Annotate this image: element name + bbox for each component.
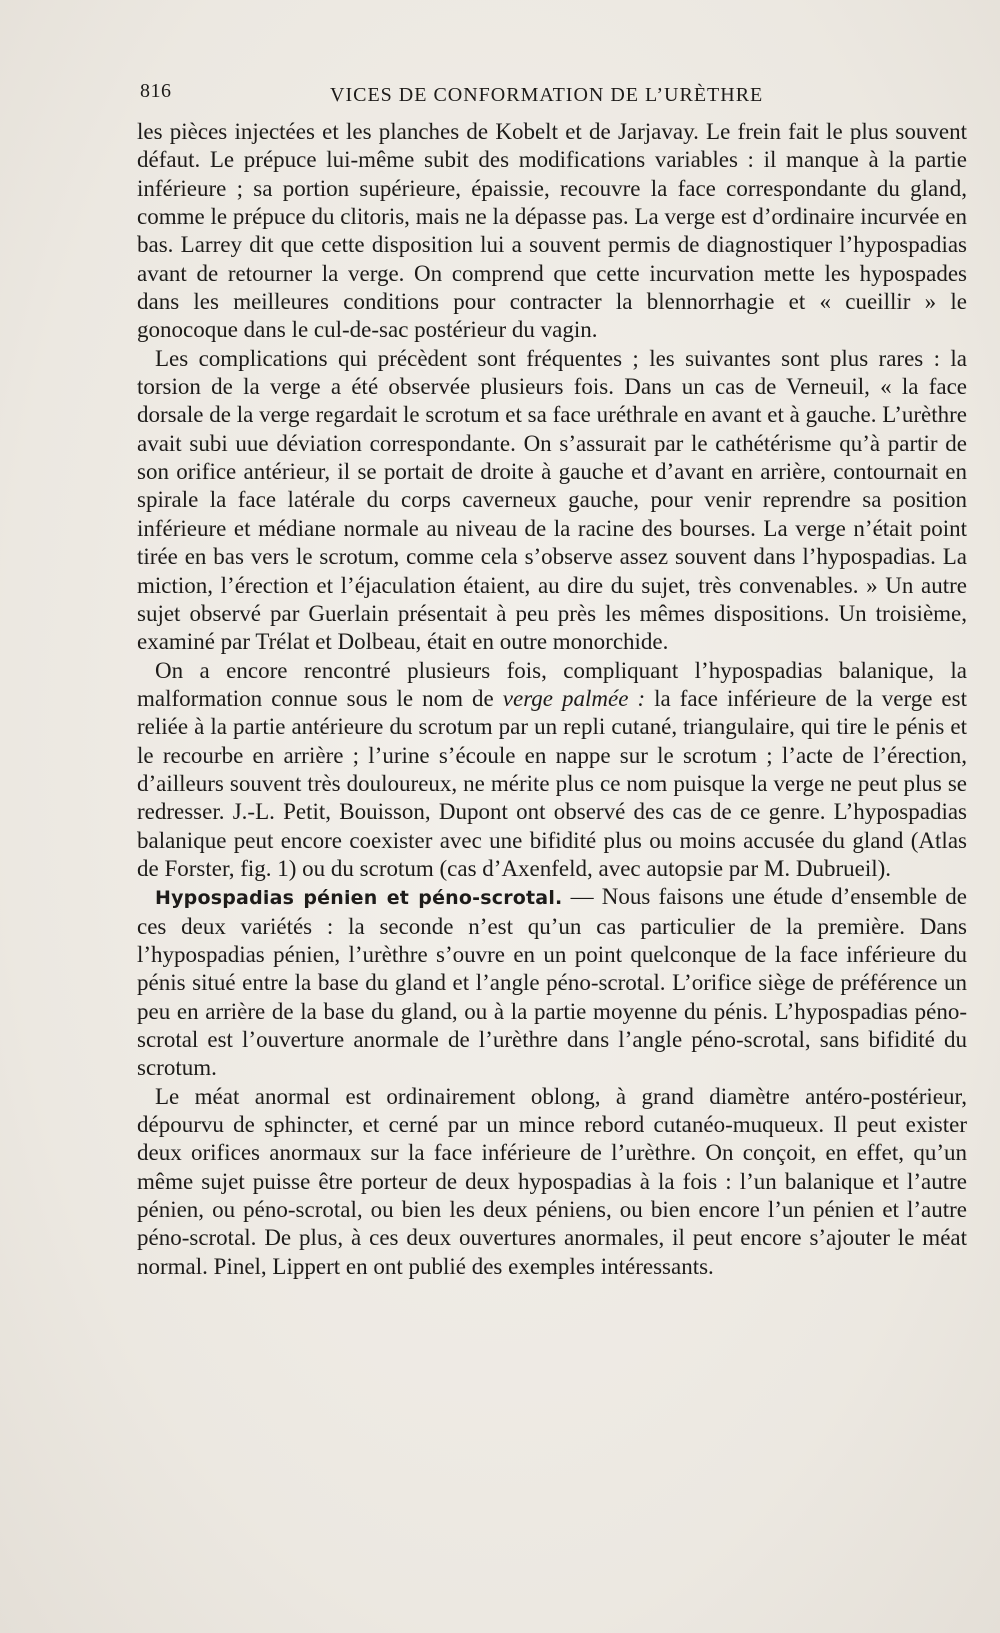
page-header	[140, 80, 960, 110]
body-text	[137, 118, 967, 1281]
paragraph-4-text: — Nous faisons une étude d’ensemble de ces deux variétés : la seconde n’est qu’un cas particulier de la première. Dans l’hypospadias pénien, l’urèthre s’ouvre en un point quelconque de la face inférieure du pénis situé entre la base du gland et l’angle péno-scrotal. L’orifice siège de préférence un peu en arrière de la base du gland, ou à la partie moyenne du pénis. L’hypospadias péno-scrotal est l’ouverture anormale de l’urèthre dans l’angle péno-scrotal, sans bifidité du scrotum.	[137, 884, 968, 1081]
paragraph-3	[137, 657, 967, 884]
running-head: VICES DE CONFORMATION DE L’URÈTHRE	[330, 84, 764, 106]
section-heading: Hypospadias pénien et péno-scrotal.	[155, 887, 563, 910]
paragraph-5: Le méat anormal est ordinairement oblong, à grand diamètre antéro-postérieur, dépourvu de sphincter, et cerné par un mince rebord cutanéo-muqueux. Il peut exister deux orifices anormaux sur la face inférieure de l’urèthre. On conçoit, en effet, qu’un même sujet puisse être porteur de deux hypospadias à la fois : l’un balanique et l’autre pénien, ou péno-scrotal, ou bien les deux péniens, ou bien encore l’un pénien et l’autre péno-scrotal. De plus, à ces deux ouvertures anormales, il peut encore s’ajouter le méat normal. Pinel, Lippert en ont publié des exemples intéressants.	[137, 1083, 967, 1279]
paragraph-2: Les complications qui précèdent sont fréquentes ; les suivantes sont plus rares : la torsion de la verge a été observée plusieurs fois. Dans un cas de Verneuil, « la face dorsale de la verge regardait le scrotum et sa face uréthrale en avant et à gauche. L’urèthre avait subi uue déviation correspondante. On s’assurait par le cathétérisme qu’à partir de son orifice antérieur, il se portait de droite à gauche et d’avant en arrière, contournait en spirale la face latérale du corps caverneux gauche, pour venir reprendre sa position inférieure et médiane normale au niveau de la racine des bourses. La verge n’était point tirée en bas vers le scrotum, comme cela s’observe assez souvent dans l’hypospadias. La miction, l’érection et l’éjaculation étaient, au dire du sujet, très convenables. » Un autre sujet observé par Guerlain présentait à peu près les mêmes dispositions. Un troisième, examiné par Trélat et Dolbeau, était en outre monorchide.	[137, 345, 967, 655]
paragraph-3-text-b: la face inférieure de la verge est reliée à la partie antérieure du scrotum par un repli cutané, triangulaire, qui tire le pénis et le recourbe en arrière ; l’urine s’écoule en nappe sur le scrotum ; l’acte de l’érection, d’ailleurs souvent très douloureux, ne mérite plus ce nom puisque la verge ne peut plus se redresser. J.-L. Petit, Bouisson, Dupont ont observé des cas de ce genre. L’hypospadias balanique peut encore coexister avec une bifidité plus ou moins accusée du gland (Atlas de Forster, fig. 1) ou du scrotum (cas d’Axenfeld, avec autopsie par M. Dubrueil).	[137, 685, 967, 881]
paragraph-1: les pièces injectées et les planches de Kobelt et de Jarjavay. Le frein fait le plus souvent défaut. Le prépuce lui-même subit des modifications variables : il manque à la partie inférieure ; sa portion supérieure, épaissie, recouvre la face correspondante du gland, comme le prépuce du clitoris, mais ne la dépasse pas. La verge est d’ordinaire incurvée en bas. Larrey dit que cette disposition lui a souvent permis de diagnostiquer l’hypospadias avant de retourner la verge. On comprend que cette incurvation mette les hypospades dans les meilleures conditions pour contracter la blennorrhagie et « cueillir » le gonocoque dans le cul-de-sac postérieur du vagin.	[137, 119, 967, 343]
paragraph-4	[137, 883, 967, 1082]
paragraph-3-italic-term: verge palmée :	[502, 685, 646, 711]
page-number: 816	[140, 80, 172, 102]
paragraph-3-text-a: On a encore rencontré plusieurs fois, compliquant l’hypospadias balanique, la malformation connue sous le nom de	[137, 657, 967, 711]
